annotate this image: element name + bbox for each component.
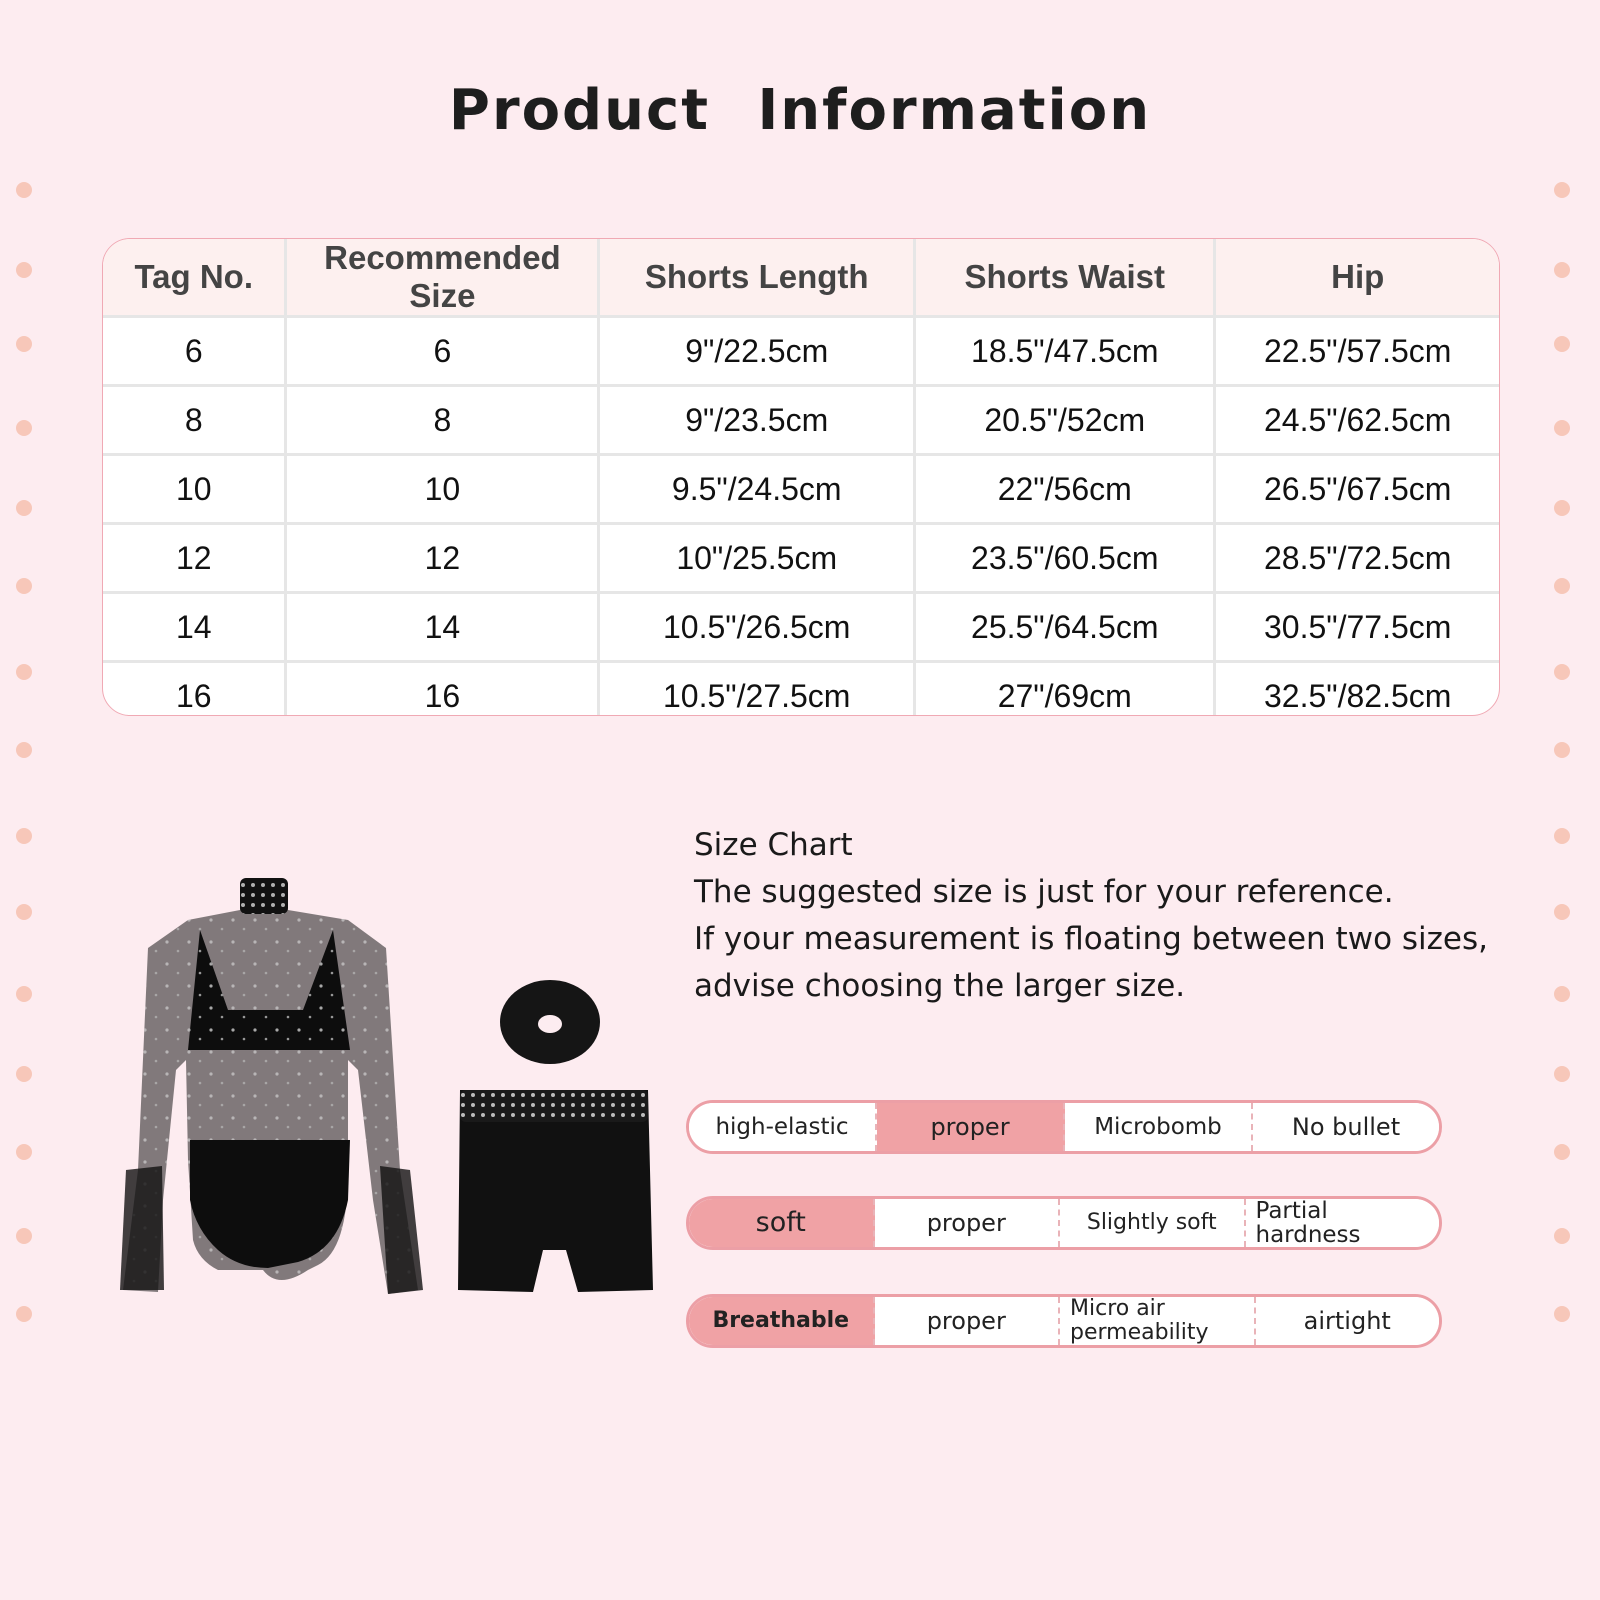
cell-shorts-waist: 18.5"/47.5cm xyxy=(915,317,1215,386)
size-chart-line-2: If your measurement is floating between two sizes, xyxy=(694,921,1488,957)
cell-shorts-length: 10"/25.5cm xyxy=(599,524,915,593)
cell-shorts-waist: 20.5"/52cm xyxy=(915,386,1215,455)
cell-tag-no: 6 xyxy=(103,317,286,386)
breathability-airtight: airtight xyxy=(1256,1297,1440,1345)
decorative-dot xyxy=(16,500,32,516)
elasticity-high-elastic: high-elastic xyxy=(689,1103,877,1151)
decorative-dot xyxy=(1554,182,1570,198)
header-hip: Hip xyxy=(1215,239,1499,317)
size-chart-notes xyxy=(694,822,1494,1010)
decorative-dot xyxy=(16,336,32,352)
product-image xyxy=(118,870,678,1330)
cell-shorts-waist: 25.5"/64.5cm xyxy=(915,593,1215,662)
size-table-container xyxy=(102,238,1500,716)
table-row xyxy=(103,386,1499,455)
cell-recommended-size: 14 xyxy=(286,593,599,662)
elasticity-no-bullet: No bullet xyxy=(1253,1103,1439,1151)
decorative-dot xyxy=(1554,664,1570,680)
header-tag-no: Tag No. xyxy=(103,239,286,317)
decorative-dot xyxy=(16,1306,32,1322)
cell-tag-no: 8 xyxy=(103,386,286,455)
cell-hip: 26.5"/67.5cm xyxy=(1215,455,1499,524)
cell-recommended-size: 16 xyxy=(286,662,599,717)
decorative-dot xyxy=(16,1144,32,1160)
decorative-dot xyxy=(1554,742,1570,758)
size-chart-heading: Size Chart xyxy=(694,827,853,863)
cell-shorts-waist: 27"/69cm xyxy=(915,662,1215,717)
table-row xyxy=(103,662,1499,717)
softness-partial-hardness: Partial hardness xyxy=(1246,1199,1440,1247)
decorative-dot xyxy=(1554,1144,1570,1160)
decorative-dot xyxy=(1554,1066,1570,1082)
decorative-dot xyxy=(16,904,32,920)
decorative-dot xyxy=(16,1228,32,1244)
breathability-proper: proper xyxy=(875,1297,1061,1345)
decorative-dots-left xyxy=(16,0,46,1600)
softness-soft: soft xyxy=(689,1199,875,1247)
decorative-dot xyxy=(1554,262,1570,278)
scrunchie-graphic xyxy=(500,980,600,1064)
table-header-row xyxy=(103,239,1499,317)
header-shorts-length: Shorts Length xyxy=(599,239,915,317)
decorative-dot xyxy=(1554,1306,1570,1322)
cell-tag-no: 10 xyxy=(103,455,286,524)
decorative-dot xyxy=(1554,578,1570,594)
decorative-dot xyxy=(1554,904,1570,920)
size-table xyxy=(103,239,1499,716)
decorative-dot xyxy=(1554,420,1570,436)
elasticity-proper: proper xyxy=(877,1103,1065,1151)
header-recommended-size: Recommended Size xyxy=(286,239,599,317)
decorative-dot xyxy=(1554,500,1570,516)
size-chart-line-1: The suggested size is just for your reference. xyxy=(694,874,1394,910)
cell-shorts-length: 9.5"/24.5cm xyxy=(599,455,915,524)
softness-proper: proper xyxy=(875,1199,1061,1247)
cell-recommended-size: 6 xyxy=(286,317,599,386)
cell-hip: 32.5"/82.5cm xyxy=(1263,677,1452,714)
shorts-graphic xyxy=(458,1090,653,1292)
page-title: Product Information xyxy=(448,78,1152,143)
cell-recommended-size: 12 xyxy=(286,524,599,593)
breathability-micro-air-permeability: Micro air permeability xyxy=(1060,1297,1256,1345)
cell-recommended-size: 8 xyxy=(286,386,599,455)
header-shorts-waist: Shorts Waist xyxy=(915,239,1215,317)
table-row xyxy=(103,455,1499,524)
cell-recommended-size: 10 xyxy=(286,455,599,524)
elasticity-scale xyxy=(686,1100,1442,1154)
breathability-breathable: Breathable xyxy=(689,1297,875,1345)
cell-hip: 22.5"/57.5cm xyxy=(1215,317,1499,386)
size-chart-line-3: advise choosing the larger size. xyxy=(694,968,1186,1004)
cell-shorts-length: 10.5"/26.5cm xyxy=(599,593,915,662)
decorative-dot xyxy=(16,262,32,278)
cell-shorts-waist: 23.5"/60.5cm xyxy=(915,524,1215,593)
decorative-dot xyxy=(16,578,32,594)
cell-hip: 24.5"/62.5cm xyxy=(1215,386,1499,455)
decorative-dot xyxy=(16,664,32,680)
elasticity-microbomb: Microbomb xyxy=(1065,1103,1253,1151)
cell-shorts-waist: 22"/56cm xyxy=(915,455,1215,524)
decorative-dot xyxy=(1554,986,1570,1002)
cell-hip: 30.5"/77.5cm xyxy=(1215,593,1499,662)
cell-shorts-length: 9"/22.5cm xyxy=(599,317,915,386)
softness-scale xyxy=(686,1196,1442,1250)
cell-tag-no: 14 xyxy=(103,593,286,662)
cell-shorts-length: 9"/23.5cm xyxy=(599,386,915,455)
cell-hip: 28.5"/72.5cm xyxy=(1215,524,1499,593)
cell-tag-no: 16 xyxy=(103,662,286,717)
decorative-dot xyxy=(1554,1228,1570,1244)
cell-shorts-length: 10.5"/27.5cm xyxy=(599,662,915,717)
decorative-dot xyxy=(16,420,32,436)
decorative-dot xyxy=(16,182,32,198)
decorative-dot xyxy=(16,986,32,1002)
cell-tag-no: 12 xyxy=(103,524,286,593)
decorative-dot xyxy=(16,1066,32,1082)
breathability-scale xyxy=(686,1294,1442,1348)
decorative-dot xyxy=(1554,828,1570,844)
leotard-graphic xyxy=(120,878,423,1294)
table-row xyxy=(103,524,1499,593)
table-row xyxy=(103,317,1499,386)
decorative-dot xyxy=(1554,336,1570,352)
table-row xyxy=(103,593,1499,662)
decorative-dot xyxy=(16,742,32,758)
decorative-dot xyxy=(16,828,32,844)
softness-slightly-soft: Slightly soft xyxy=(1060,1199,1246,1247)
decorative-dots-right xyxy=(1554,0,1584,1600)
